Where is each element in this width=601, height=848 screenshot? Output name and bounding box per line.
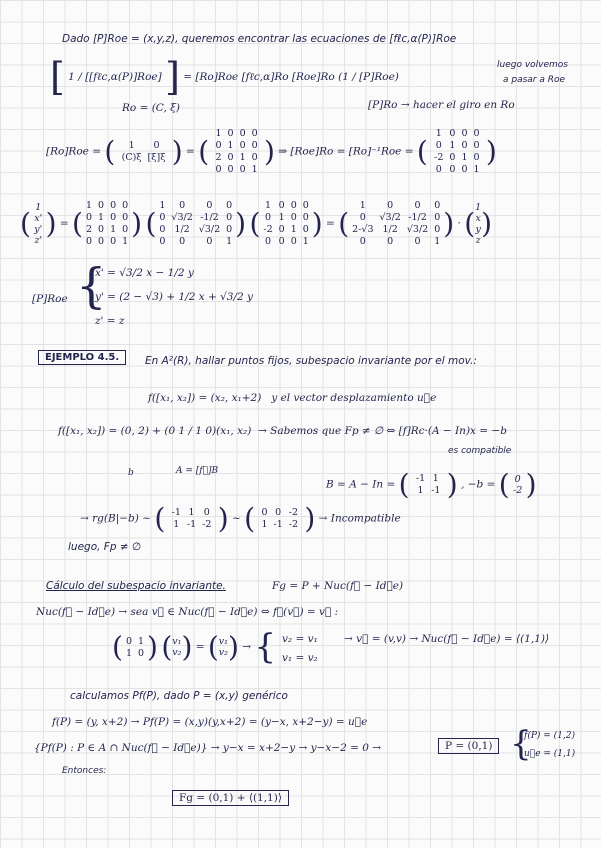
system-eq-2: y' = (2 − √3) + 1/2 x + √3/2 y <box>95 291 253 303</box>
matrix-entry: 1 <box>432 473 439 484</box>
matrix-entry: -2 <box>202 519 212 530</box>
matrix-entry: 0 <box>98 236 105 247</box>
matrix-entry: 0 <box>278 200 285 211</box>
matrix-entry: -1 <box>431 485 441 496</box>
matrix-entry: -2 <box>288 519 299 530</box>
side-note-1: luego volvemos <box>497 60 568 70</box>
f-definition-line <box>148 392 436 404</box>
matrix-entry: 0 <box>473 152 480 163</box>
matrix-entry: 0 <box>215 164 222 175</box>
matrix-entry: √3/2 <box>171 212 193 223</box>
system-label: [P]Roe <box>32 293 68 305</box>
matrix-entry: 2 <box>215 152 222 163</box>
matrix-entry: 0 <box>226 224 233 235</box>
roe-matrix <box>431 128 482 175</box>
affine-equation <box>58 425 507 437</box>
matrix-entry: 0 <box>227 152 234 163</box>
entonces: Entonces: <box>62 766 107 776</box>
vector-entry: v₁ <box>218 636 228 647</box>
matrix-entry: √3/2 <box>198 224 221 235</box>
matrix-entry: 0 <box>302 212 309 223</box>
matrix-entry: 1 <box>110 224 117 235</box>
minus-b-label: , −b = <box>461 478 496 491</box>
matrix-entry: 0 <box>264 212 272 223</box>
p-note: [P]Ro → hacer el giro en Ro <box>368 99 515 111</box>
side-note-2: a pasar a Roe <box>503 75 566 85</box>
matrix-entry: 1 <box>98 212 105 223</box>
matrix-entry: 0 <box>473 140 480 151</box>
vector-entry: -2 <box>513 484 523 496</box>
matrix-entry: 0 <box>290 200 297 211</box>
p-result-box: P = (0,1) <box>438 738 499 754</box>
matrix-entry: 0 <box>414 200 421 211</box>
result-matrix <box>349 200 443 247</box>
matrix-entry: 0 <box>122 212 129 223</box>
matrix-entry: -2 <box>263 224 273 235</box>
matrix-entry: 0 <box>110 236 117 247</box>
b-matrix-label: B = A − In = <box>326 478 396 491</box>
rank-line: → rg(B|−b) ~ ( -1 1 0 1 -1 -2 ) ~ ( 0 0 -2 1 -1 -2 ) → Incompatible <box>80 502 401 535</box>
product-line: ( 1 x' y' z' ) = ( 1 0 0 0 0 1 0 0 2 0 1 0 0 0 0 1 ) ( 1 0 0 0 0 √3/2 -1/2 0 0 1/2 √3/2 0 0 0 0 1 ) ( 1 0 0 0 0 1 0 0 -2 0 1 0 0 0 0 1 ) = ( 1 0 0 0 0 √3/2 -1/2 0 2-√3 1/2 √3/2 0 0 0 0 1 ) · ( 1 x y z ) <box>20 200 493 247</box>
matrix-entry: -1 <box>415 473 426 484</box>
matrix-entry: 0 <box>137 647 145 659</box>
matrix-entry: 1 <box>417 485 424 496</box>
matrix-entry: 1 <box>159 200 166 211</box>
matrix-entry: -2 <box>434 152 444 163</box>
matrix-entry: 0 <box>275 507 282 518</box>
rank-label: → rg(B|−b) ~ <box>80 512 151 525</box>
intro-lhs: 1 / [[fℓc,α(P)]Roe] <box>68 71 162 83</box>
matrix-entry: 0 <box>179 236 186 247</box>
invariant-formula: Fg = P + Nuc(f⃗ − Id⃗e) <box>272 580 404 592</box>
f-definition: f([x₁, x₂]) = (x₂, x₁+2) <box>148 392 262 404</box>
a-label: A = [f⃗]B <box>176 466 219 476</box>
matrix-entry: 1 <box>261 519 268 530</box>
vector-entry: x <box>475 212 481 224</box>
matrix-entry: 0 <box>110 200 117 211</box>
final-result-box: Fg = (0,1) + ⟨(1,1)⟩ <box>172 790 289 806</box>
vector-entry: y' <box>34 223 43 235</box>
vector-entry: v₂ <box>218 647 228 658</box>
nuc-line: Nuc(f⃗ − Id⃗e) → sea v⃗ ∈ Nuc(f⃗ − Id⃗e) ⇔ f⃗(v⃗) = v⃗ : <box>36 606 339 618</box>
matrix-entry: 0 <box>290 212 297 223</box>
matrix-entry: 0 <box>159 236 166 247</box>
vector-entry: v₂ <box>172 647 182 658</box>
minus-b-vector <box>513 474 522 496</box>
matrix-entry: -1/2 <box>408 212 427 223</box>
matrix-entry: 0 <box>387 200 394 211</box>
condition-line: {Pf(P) : P ∈ A ∩ Nuc(f⃗ − Id⃗e)} → y−x = x+2−y → y−x−2 = 0 → <box>34 742 382 754</box>
intro-formula: [ 1 / [[fℓc,α(P)]Roe] ] = [Ro]Roe [fℓc,α]Ro [Roe]Ro (1 / [P]Roe) <box>50 55 399 99</box>
nuc-system-line: ( 0 1 1 0 ) ( v₁ v₂ ) = ( v₁ v₂ ) → { <box>112 627 277 667</box>
intro-line-1: Dado [P]Roe = (x,y,z), queremos encontrar las ecuaciones de [fℓc,α(P)]Roe <box>62 33 457 45</box>
product-matrix-1 <box>83 200 131 247</box>
product-matrix-3 <box>260 200 311 247</box>
matrix-entry: 0 <box>206 200 213 211</box>
matrix-entry: 1 <box>264 200 272 211</box>
matrix-entry: 0 <box>434 224 441 235</box>
matrix-entry: 0 <box>226 200 233 211</box>
system-eq-1: x' = √3/2 x − 1/2 y <box>95 267 194 279</box>
matrix-entry: 0 <box>449 152 456 163</box>
nuc-sys-1: v₂ = v₁ <box>282 633 318 645</box>
matrix-entry: 1 <box>122 236 129 247</box>
matrix-entry: 0 <box>179 200 186 211</box>
augmented-matrix-1 <box>169 507 215 530</box>
matrix-entry: 0 <box>359 236 366 247</box>
f-tail: y el vector desplazamiento u⃗e <box>271 392 437 404</box>
matrix-entry: 0 <box>239 164 246 175</box>
matrix-entry: 1 <box>278 212 285 223</box>
ue-result: u⃗e = (1,1) <box>524 749 576 759</box>
ro-definition: Ro = (C, ξ) <box>122 102 181 114</box>
vector-entry: z' <box>34 234 43 246</box>
f-p-result: f(P) = (1,2) <box>524 731 576 741</box>
matrix-entry: 0 <box>122 200 129 211</box>
matrix-entry: 0 <box>251 140 258 151</box>
matrix-entry: 0 <box>98 200 105 211</box>
matrix-entry: 0 <box>461 140 468 151</box>
matrix-entry: 0 <box>359 212 366 223</box>
vector-entry: v₁ <box>172 636 182 647</box>
matrix-entry: 1 <box>239 152 246 163</box>
matrix-entry: 0 <box>227 128 234 139</box>
vector-entry: z <box>475 234 481 246</box>
eq-note: es compatible <box>448 446 512 456</box>
matrix-entry: 1 <box>226 236 233 247</box>
matrix-entry: 0 <box>203 507 210 518</box>
system-eq-3: z' = z <box>95 315 125 327</box>
v-result-vector <box>219 636 228 658</box>
matrix-entry: 0 <box>239 140 246 151</box>
vector-entry: 1 <box>475 201 482 213</box>
matrix-entry: 0 <box>125 635 132 647</box>
matrix-entry: 0 <box>449 128 456 139</box>
matrix-entry: 0 <box>302 224 309 235</box>
matrix-entry: 1 <box>449 140 456 151</box>
eq-rhs: → Sabemos que Fp ≠ ∅ ⇔ [f]Rc·(A − In)x = −b <box>258 425 507 437</box>
vector-entry: 0 <box>514 473 521 485</box>
matrix-entry: 0 <box>110 212 117 223</box>
matrix-entry: 1 <box>215 128 222 139</box>
matrix-entry: 1 <box>434 236 441 247</box>
matrix-entry: 0 <box>215 140 222 151</box>
matrix-entry: 0 <box>264 236 272 247</box>
example-tag: EJEMPLO 4.5. <box>38 350 126 365</box>
matrix-entry: 0 <box>434 200 441 211</box>
matrix-entry: 0 <box>159 224 166 235</box>
matrix-entry: 2-√3 <box>352 224 374 235</box>
matrix-entry: 1 <box>290 224 297 235</box>
b-matrix <box>413 473 444 496</box>
matrix-entry: 0 <box>122 224 129 235</box>
calc-line: calculamos Pf(P), dado P = (x,y) genérico <box>70 690 288 702</box>
matrix-entry: 0 <box>434 212 441 223</box>
matrix-entry: 0 <box>278 224 285 235</box>
matrix-entry: 1 <box>302 236 309 247</box>
invariant-title: Cálculo del subespacio invariante. <box>46 580 226 592</box>
matrix-entry: -1 <box>186 519 197 530</box>
matrix-entry: -1 <box>171 507 181 518</box>
matrix-entry: 0 <box>278 236 285 247</box>
matrix-entry: 1 <box>461 152 468 163</box>
augmented-matrix-2 <box>258 507 301 530</box>
matrix-entry: 0 <box>85 212 93 223</box>
matrix-entry: 0 <box>449 164 456 175</box>
swap-matrix <box>123 636 147 659</box>
matrix-entry: 0 <box>473 128 480 139</box>
matrix-entry: 0 <box>261 507 268 518</box>
conclusion: luego, Fp ≠ ∅ <box>68 541 142 553</box>
matrix-entry: -2 <box>288 507 299 518</box>
b-matrix-line: B = A − In = ( -1 1 1 -1 ) , −b = ( 0 -2 ) <box>326 468 537 501</box>
matrix-entry: 0 <box>387 236 394 247</box>
fp-line: f(P) = (y, x+2) → Pf(P) = (x,y)(y,x+2) = (y−x, x+2−y) = u⃗e <box>52 716 368 728</box>
matrix-entry: 0 <box>226 212 233 223</box>
matrix-entry: 2 <box>85 224 93 235</box>
incompatible-label: → Incompatible <box>318 512 401 525</box>
matrix-entry: -1 <box>273 519 283 530</box>
matrix-entry: -1/2 <box>200 212 219 223</box>
matrix-entry: 1 <box>125 647 132 659</box>
matrix-entry: 1/2 <box>174 224 190 235</box>
matrix-entry: 0 <box>414 236 421 247</box>
matrix-entry: 0 <box>98 224 105 235</box>
system-brace: { <box>76 258 107 314</box>
matrix-entry: 1 <box>473 164 480 175</box>
ro-matrix <box>212 128 260 175</box>
matrix-entry: 1 <box>173 519 180 530</box>
vector-entry: y <box>475 223 481 235</box>
matrix-entry: √3/2 <box>406 224 429 235</box>
example-statement: En A²(R), hallar puntos fijos, subespacio invariante por el mov.: <box>145 355 477 367</box>
matrix-entry: 1 <box>359 200 366 211</box>
matrix-entry: 1 <box>188 507 195 518</box>
matrix-entry: 1 <box>435 128 442 139</box>
lhs-vector <box>34 202 42 246</box>
nuc-sys-2: v₁ = v₂ <box>282 652 318 664</box>
matrix-entry: 0 <box>159 212 166 223</box>
rotation-matrix <box>156 200 235 247</box>
matrix-entry: 0 <box>85 236 93 247</box>
matrix-entry: 1 <box>251 164 258 175</box>
vector-entry: 1 <box>35 201 42 213</box>
result-brace: { <box>510 724 532 764</box>
matrix-entry: 0 <box>239 128 246 139</box>
matrix-entry: 0 <box>302 200 309 211</box>
roe-inverse-label: ⇒ [Roe]Ro = [Ro]⁻¹Roe = <box>278 145 414 158</box>
matrix-entry: 0 <box>290 236 297 247</box>
matrix-entry: √3/2 <box>379 212 401 223</box>
matrix-entry: 0 <box>435 140 442 151</box>
ro-block-matrix: 1 0 (C)ξ [ξ]ξ <box>121 140 166 163</box>
matrix-entry: 0 <box>461 164 468 175</box>
matrix-entry: 0 <box>435 164 442 175</box>
matrix-entry: 1 <box>85 200 93 211</box>
matrix-entry: 0 <box>461 128 468 139</box>
matrix-entry: 0 <box>227 164 234 175</box>
matrix-entry: 1 <box>137 635 145 647</box>
ro-matrix-line: [Ro]Roe = ( 1 0 (C)ξ [ξ]ξ ) = ( 1 0 0 0 0 1 0 0 2 0 1 0 0 0 0 1 ) ⇒ [Roe]Ro = [Ro]⁻¹Roe = ( 1 0 0 0 0 1 0 0 -2 0 1 0 0 0 0 1 ) <box>46 128 497 175</box>
matrix-entry: 0 <box>206 236 213 247</box>
matrix-entry: 1/2 <box>382 224 398 235</box>
matrix-entry: 0 <box>251 152 258 163</box>
vector-entry: x' <box>34 212 43 224</box>
ro-label: [Ro]Roe = <box>46 145 101 158</box>
nuc-result: → v⃗ = (v,v) → Nuc(f⃗ − Id⃗e) = ⟨(1,1)⟩ <box>344 633 550 645</box>
intro-rhs: = [Ro]Roe [fℓc,α]Ro [Roe]Ro (1 / [P]Roe) <box>183 71 399 83</box>
matrix-entry: 0 <box>251 128 258 139</box>
b-label: b <box>128 468 134 478</box>
eq-lhs: f([x₁, x₂]) = (0, 2) + (0 1 / 1 0)(x₁, x₂) <box>58 425 252 437</box>
matrix-entry: 1 <box>227 140 234 151</box>
